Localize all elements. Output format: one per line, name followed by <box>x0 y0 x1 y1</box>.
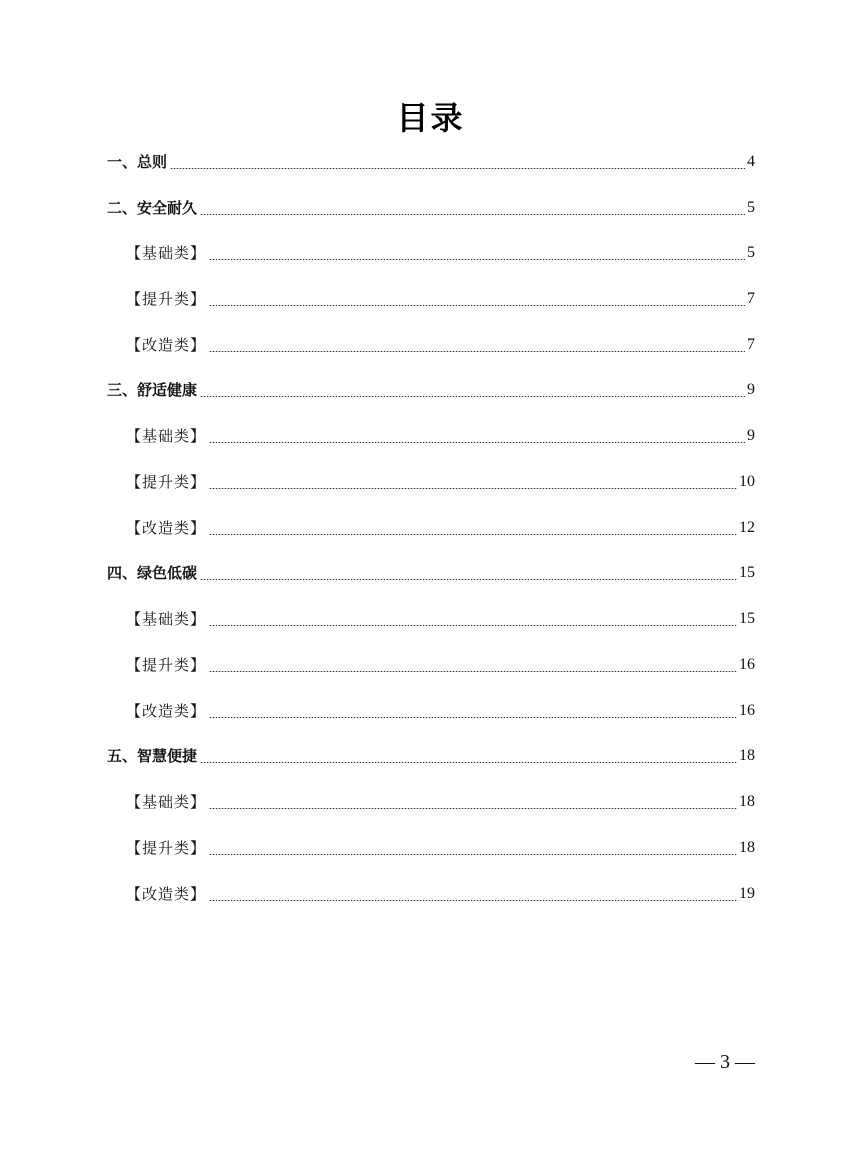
toc-entry[interactable] <box>107 560 755 586</box>
page-title: 目录 <box>396 99 465 137</box>
toc-subentry[interactable] <box>126 789 755 815</box>
dot-leader <box>209 900 737 901</box>
toc-entry-page: 16 <box>739 702 755 719</box>
toc-subentry[interactable] <box>126 881 755 907</box>
toc-entry-label: 【提升类】 <box>126 656 207 674</box>
dot-leader <box>209 808 737 809</box>
toc-entry-page: 5 <box>747 244 755 261</box>
toc-entry-label: 【基础类】 <box>126 244 207 262</box>
dot-leader <box>209 259 745 260</box>
toc-entry-page: 19 <box>739 885 755 902</box>
toc-entry-label: 【基础类】 <box>126 610 207 628</box>
toc-entry[interactable] <box>107 195 755 221</box>
toc-entry-label: 四、绿色低碳 <box>107 564 198 582</box>
toc-subentry[interactable] <box>126 606 755 632</box>
toc-entry-label: 【提升类】 <box>126 839 207 857</box>
toc-entry-page: 7 <box>747 290 755 307</box>
toc-entry-page: 10 <box>739 473 755 490</box>
dot-leader <box>209 625 737 626</box>
toc-subentry[interactable] <box>126 835 755 861</box>
dot-leader <box>209 854 737 855</box>
dot-leader <box>200 396 745 397</box>
dot-leader <box>200 579 737 580</box>
toc-entry-page: 7 <box>747 336 755 353</box>
toc-subentry[interactable] <box>126 423 755 449</box>
dot-leader <box>209 442 745 443</box>
toc-entry-page: 9 <box>747 427 755 444</box>
toc-entry-page: 15 <box>739 610 755 627</box>
toc-subentry[interactable] <box>126 469 755 495</box>
toc-entry-label: 【改造类】 <box>126 702 207 720</box>
toc-entry-page: 18 <box>739 747 755 764</box>
toc-entry-label: 三、舒适健康 <box>107 381 198 399</box>
dot-leader <box>209 351 745 352</box>
toc-entry-label: 二、安全耐久 <box>107 199 198 217</box>
toc-entry-label: 【提升类】 <box>126 290 207 308</box>
toc-entry-page: 18 <box>739 839 755 856</box>
toc-subentry[interactable] <box>126 286 755 312</box>
dot-leader <box>200 214 745 215</box>
toc-entry-label: 【改造类】 <box>126 336 207 354</box>
toc-entry-label: 一、总则 <box>107 153 168 171</box>
toc-entry[interactable] <box>107 743 755 769</box>
toc-entry-label: 【基础类】 <box>126 793 207 811</box>
toc-entry-page: 18 <box>739 793 755 810</box>
toc-entry[interactable] <box>107 149 755 175</box>
page-number: — 3 — <box>695 1051 755 1073</box>
dot-leader <box>209 488 737 489</box>
toc-entry-page: 9 <box>747 381 755 398</box>
dot-leader <box>170 168 745 169</box>
toc-entry-label: 五、智慧便捷 <box>107 747 198 765</box>
dot-leader <box>209 305 745 306</box>
toc-subentry[interactable] <box>126 515 755 541</box>
dot-leader <box>209 671 737 672</box>
dot-leader <box>200 762 737 763</box>
toc-subentry[interactable] <box>126 332 755 358</box>
toc-subentry[interactable] <box>126 698 755 724</box>
toc-entry[interactable] <box>107 377 755 403</box>
toc-entry-page: 4 <box>747 153 755 170</box>
toc-entry-label: 【改造类】 <box>126 885 207 903</box>
toc-entry-page: 12 <box>739 519 755 536</box>
dot-leader <box>209 717 737 718</box>
toc-entry-label: 【提升类】 <box>126 473 207 491</box>
toc-entry-page: 16 <box>739 656 755 673</box>
toc-subentry[interactable] <box>126 240 755 266</box>
toc-entry-label: 【改造类】 <box>126 519 207 537</box>
toc-subentry[interactable] <box>126 652 755 678</box>
toc-entry-label: 【基础类】 <box>126 427 207 445</box>
dot-leader <box>209 534 737 535</box>
toc-entry-page: 5 <box>747 199 755 216</box>
toc-entry-page: 15 <box>739 564 755 581</box>
